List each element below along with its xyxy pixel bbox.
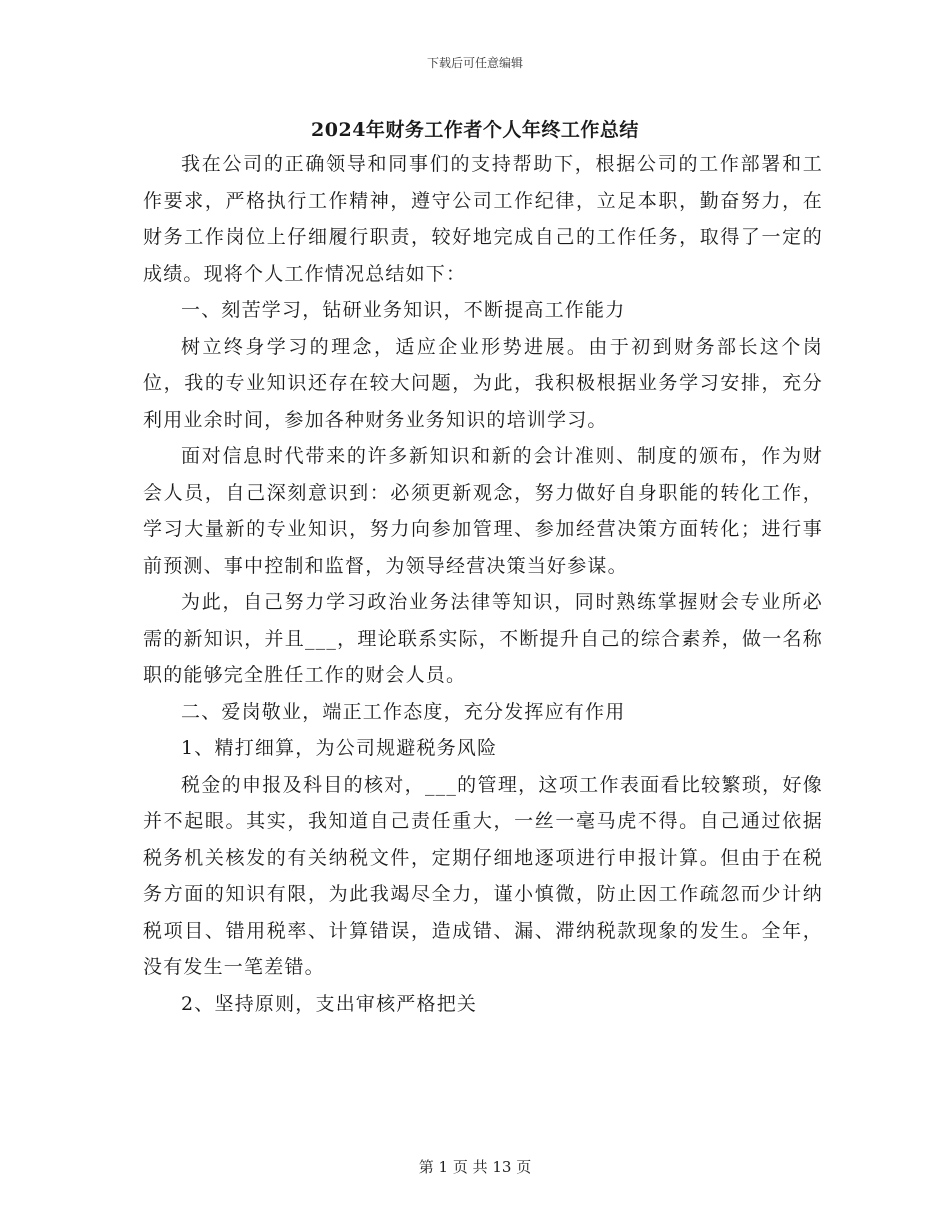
document-body [143,146,823,1022]
section-heading-1: 一、刻苦学习，钻研业务知识，不断提高工作能力 [181,299,626,321]
paragraph-study-effort: 为此，自己努力学习政治业务法律等知识，同时熟练掌握财会专业所必需的新知识，并且___，理论联系实际，不断提升自己的综合素养，做一名称职的能够完全胜任工作的财会人员。 [143,591,823,686]
subsection-heading-2: 2、坚持原则，支出审核严格把关 [181,992,478,1015]
paragraph-information-age: 面对信息时代带来的许多新知识和新的会计准则、制度的颁布，作为财会人员，自己深刻意识到：必须更新观念，努力做好自身职能的转化工作，学习大量新的专业知识，努力向参加管理、参加经营决策方面转化；进行事前预测、事中控制和监督，为领导经营决策当好参谋。 [143,445,823,577]
paragraph-intro: 我在公司的正确领导和同事们的支持帮助下，根据公司的工作部署和工作要求，严格执行工作精神，遵守公司工作纪律，立足本职，勤奋努力，在财务工作岗位上仔细履行职责，较好地完成自己的工作任务，取得了一定的成绩。现将个人工作情况总结如下： [143,153,823,285]
paragraph-tax: 税金的申报及科目的核对，___的管理，这项工作表面看比较繁琐，好像并不起眼。其实，我知道自己责任重大，一丝一毫马虎不得。自己通过依据税务机关核发的有关纳税文件，定期仔细地逐项进行申报计算。但由于在税务方面的知识有限，为此我竭尽全力，谨小慎微，防止因工作疏忽而少计纳税项目、错用税率、计算错误，造成错、漏、滞纳税款现象的发生。全年，没有发生一笔差错。 [143,773,823,978]
header-note: 下载后可任意编辑 [426,56,523,70]
paragraph-learning: 树立终身学习的理念，适应企业形势进展。由于初到财务部长这个岗位，我的专业知识还存在较大问题，为此，我积极根据业务学习安排，充分利用业余时间，参加各种财务业务知识的培训学习。 [143,335,823,431]
section-heading-2: 二、爱岗敬业，端正工作态度，充分发挥应有作用 [181,700,626,723]
page-number: 第 1 页 共 13 页 [418,1158,532,1176]
document-title: 2024年财务工作者个人年终工作总结 [311,119,639,141]
subsection-heading-1: 1、精打细算，为公司规避税务风险 [181,737,498,759]
